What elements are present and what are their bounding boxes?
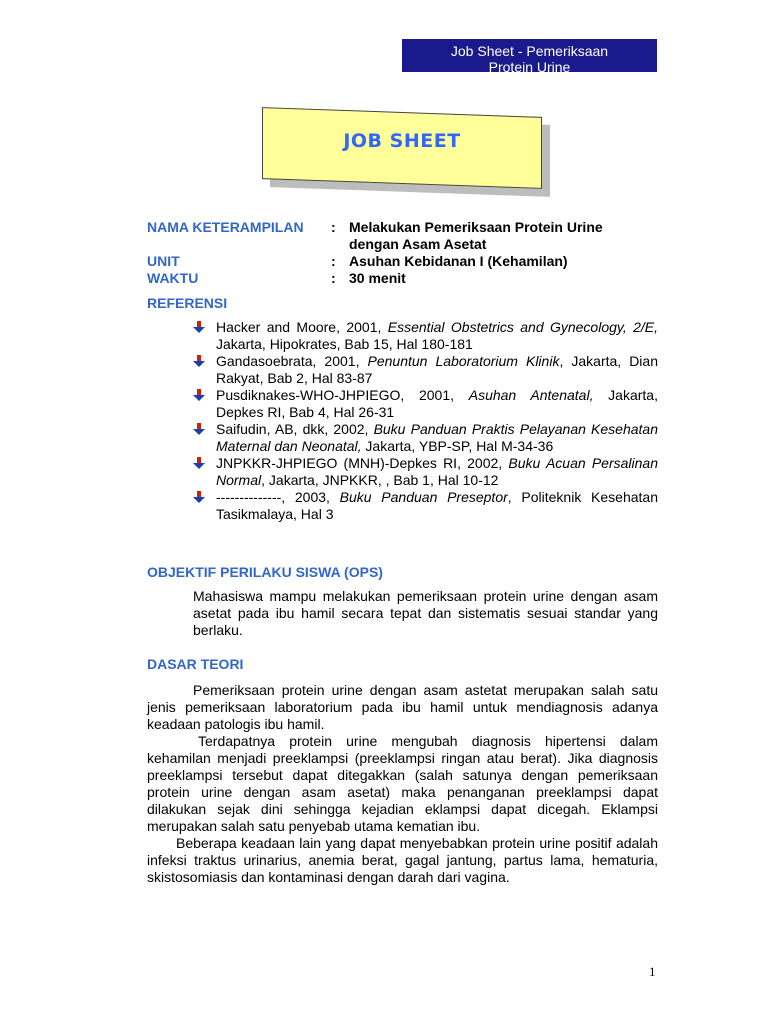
meta-label: WAKTU (147, 270, 199, 286)
meta-value: Asuhan Kebidanan I (Kehamilan) (349, 253, 568, 269)
section-heading-referensi: REFERENSI (147, 295, 228, 311)
header-banner (402, 39, 657, 72)
theory-paragraph: Beberapa keadaan lain yang dapat menyebabkan protein urine positif adalah infeksi traktus urinarius, anemia berat, gagal jantung, partus lama, hematuria, skistosomiasis dan kontaminasi dengan darah dari vagina. (147, 835, 658, 885)
meta-colon: : (331, 270, 336, 286)
meta-colon: : (331, 253, 336, 269)
meta-colon: : (331, 219, 336, 235)
arrow-down-bullet-icon (193, 321, 205, 334)
reference-item: Gandasoebrata, 2001, Penuntun Laboratorium Klinik, Jakarta, Dian Rakyat, Bab 2, Hal 83-87 (193, 353, 658, 387)
theory-paragraph: Terdapatnya protein urine mengubah diagnosis hipertensi dalam kehamilan menjadi preeklampsi (preeklampsi ringan atau berat). Jika diagnosis preeklampsi tersebut dapat ditegakkan (salah satunya dengan pemeriksaan protein urine dengan asam asetat) maka penanganan preeklampsi dapat dilakukan sejak dini sehingga kejadian eklampsi dapat dicegah. Eklampsi merupakan salah satu penyebab utama kematian ibu. (147, 733, 658, 834)
page-number: 1 (649, 964, 656, 979)
arrow-down-bullet-icon (193, 355, 205, 368)
reference-item: Hacker and Moore, 2001, Essential Obstetrics and Gynecology, 2/E, Jakarta, Hipokrates, Bab 15, Hal 180-181 (193, 319, 658, 353)
meta-row-skill (147, 219, 667, 253)
reference-item: JNPKKR-JHPIEGO (MNH)-Depkes RI, 2002, Buku Acuan Persalinan Normal, Jakarta, JNPKKR, , Bab 1, Hal 10-12 (193, 455, 658, 489)
header-title-line2: Protein Urine (488, 59, 571, 72)
meta-value: Melakukan Pemeriksaan Protein Urine dengan Asam Asetat (349, 219, 603, 252)
meta-row-time (147, 270, 667, 287)
meta-row-unit (147, 253, 667, 270)
meta-table (147, 219, 667, 287)
header-title-line1: Job Sheet - Pemeriksaan (450, 43, 609, 59)
reference-item: Pusdiknakes-WHO-JHPIEGO, 2001, Asuhan Antenatal, Jakarta, Depkes RI, Bab 4, Hal 26-31 (193, 387, 658, 421)
ops-paragraph: Mahasiswa mampu melakukan pemeriksaan protein urine dengan asam asetat pada ibu hamil secara tepat dan sistematis sesuai standar yang berlaku. (193, 588, 658, 638)
dasar-teori-body (147, 682, 658, 886)
reference-item: Saifudin, AB, dkk, 2002, Buku Panduan Praktis Pelayanan Kesehatan Maternal dan Neonatal, Jakarta, YBP-SP, Hal M-34-36 (193, 421, 658, 455)
title-card (262, 112, 554, 194)
section-heading-ops: OBJEKTIF PERILAKU SISWA (OPS) (147, 564, 383, 580)
meta-value: 30 menit (349, 270, 406, 286)
theory-paragraph: Pemeriksaan protein urine dengan asam astetat merupakan salah satu jenis pemeriksaan laboratorium pada ibu hamil untuk mendiagnosis adanya keadaan patologis ibu hamil. (147, 682, 658, 732)
arrow-down-bullet-icon (193, 423, 205, 436)
reference-item: --------------, 2003, Buku Panduan Preseptor, Politeknik Kesehatan Tasikmalaya, Hal 3 (193, 489, 658, 523)
meta-label: UNIT (147, 253, 180, 269)
section-heading-dasar-teori: DASAR TEORI (147, 656, 244, 672)
page-title: JOB SHEET (343, 130, 461, 152)
reference-list (193, 319, 658, 523)
arrow-down-bullet-icon (193, 457, 205, 470)
arrow-down-bullet-icon (193, 491, 205, 504)
meta-label: NAMA KETERAMPILAN (147, 219, 304, 235)
arrow-down-bullet-icon (193, 389, 205, 402)
